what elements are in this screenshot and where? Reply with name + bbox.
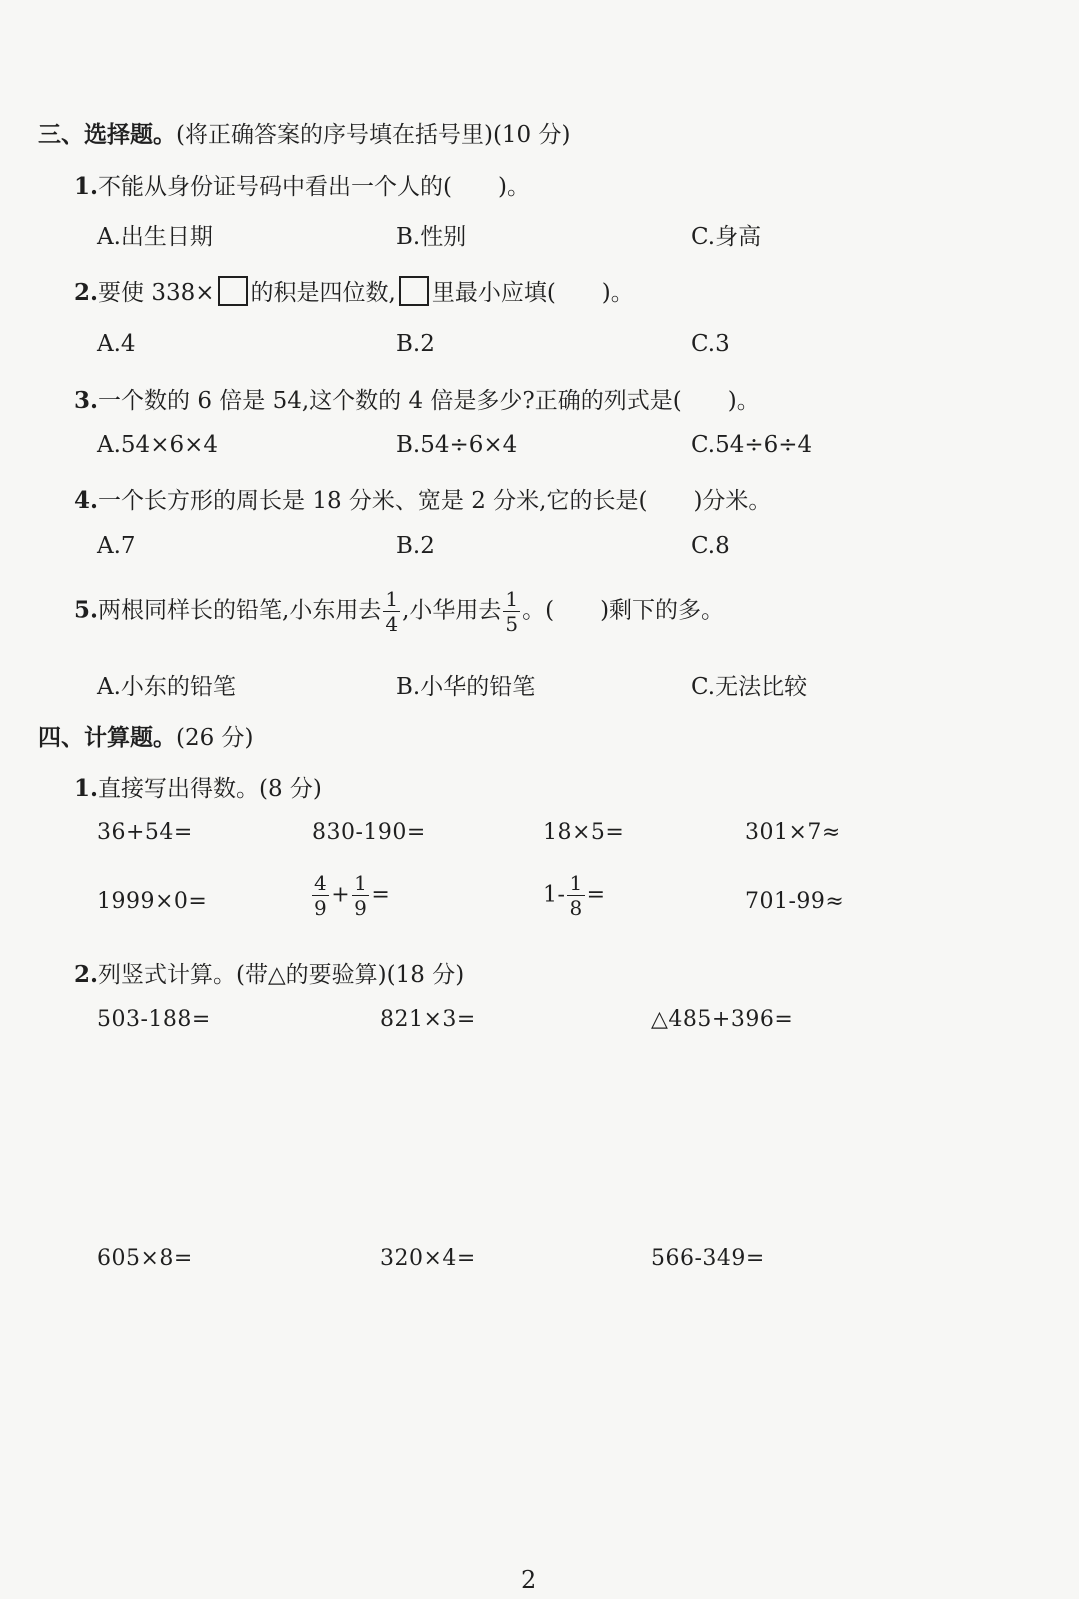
question-text-middle: 的积是四位数, [250,280,396,306]
question-text: 一个长方形的周长是 18 分米、宽是 2 分米,它的长是( )分米。 [98,488,772,514]
fraction [567,872,584,919]
vertical-calc-item: 320×4= [380,1246,476,1271]
question-text-after: 里最小应填( )。 [431,280,634,306]
fraction [383,588,400,635]
vertical-calc-item: 821×3= [380,1007,476,1032]
part-2-heading [74,956,464,989]
question-1 [74,168,530,201]
option-a: A.54×6×4 [97,432,218,458]
question-number: 3. [74,387,99,414]
option-a: A.出生日期 [97,224,213,250]
option-c: C.54÷6÷4 [691,432,813,458]
equals-sign: = [586,882,606,908]
question-number: 2. [74,279,99,306]
vertical-calc-item: 503-188= [97,1007,211,1032]
part-1-heading [74,770,322,803]
part-number: 2. [74,961,99,988]
option-c: C.无法比较 [691,674,808,700]
option-b: B.54÷6×4 [396,432,518,458]
question-2 [74,274,634,307]
fraction [352,872,369,919]
fraction-denominator: 4 [385,612,399,636]
question-number: 5. [74,596,99,624]
option-c: C.8 [691,533,730,559]
question-text-b: ,小华用去 [402,597,502,624]
calc-item: 1999×0= [97,889,208,914]
calc-item: 301×7≈ [745,820,841,845]
fraction-denominator: 8 [569,896,583,920]
calc-item: 701-99≈ [745,889,845,914]
fraction-numerator: 1 [505,587,519,611]
calc-item-fraction-sum [310,872,390,919]
question-text-before: 要使 338× [98,280,215,306]
question-number: 1. [74,173,99,200]
question-number: 4. [74,487,99,514]
section3-note: (将正确答案的序号填在括号里)(10 分) [176,122,571,148]
fraction-numerator: 4 [314,871,328,895]
blank-box [399,276,429,306]
operator: + [331,882,351,908]
question-4 [74,482,771,515]
option-a: A.7 [97,533,136,559]
vertical-calc-item: 566-349= [651,1246,765,1271]
question-5 [74,588,724,635]
option-c: C.身高 [691,224,762,250]
fraction-denominator: 9 [314,896,328,920]
option-a: A.4 [97,331,136,357]
option-b: B.性别 [396,224,467,250]
option-b: B.2 [396,533,435,559]
blank-box [218,276,248,306]
equals-sign: = [371,882,391,908]
fraction-numerator: 1 [385,587,399,611]
question-text: 不能从身份证号码中看出一个人的( )。 [98,174,530,200]
section4-heading [38,719,254,752]
part-text: 列竖式计算。(带△的要验算)(18 分) [98,962,465,988]
option-a: A.小东的铅笔 [97,674,236,700]
vertical-calc-item: 605×8= [97,1246,193,1271]
part-number: 1. [74,775,99,802]
question-text: 一个数的 6 倍是 54,这个数的 4 倍是多少?正确的列式是( )。 [98,388,760,414]
fraction [503,588,520,635]
fraction-numerator: 1 [569,871,583,895]
question-3 [74,382,760,415]
calc-item: 830-190= [312,820,426,845]
option-b: B.小华的铅笔 [396,674,536,700]
fraction [312,872,329,919]
question-text-a: 两根同样长的铅笔,小东用去 [98,597,382,624]
fraction-denominator: 5 [505,612,519,636]
part-text: 直接写出得数。(8 分) [98,776,322,802]
section4-note: (26 分) [176,725,254,751]
calc-item-fraction-diff [543,872,606,919]
expression-prefix: 1- [543,882,566,908]
option-c: C.3 [691,331,730,357]
calc-item: 36+54= [97,820,193,845]
question-text-c: 。( )剩下的多。 [522,597,725,624]
fraction-denominator: 9 [354,896,368,920]
section4-title: 四、计算题。 [38,724,176,751]
fraction-numerator: 1 [354,871,368,895]
option-b: B.2 [396,331,435,357]
page-number: 2 [521,1566,537,1594]
calc-item: 18×5= [543,820,625,845]
section3-heading [38,116,570,149]
vertical-calc-item: △485+396= [651,1007,794,1032]
section3-title: 三、选择题。 [38,121,176,148]
